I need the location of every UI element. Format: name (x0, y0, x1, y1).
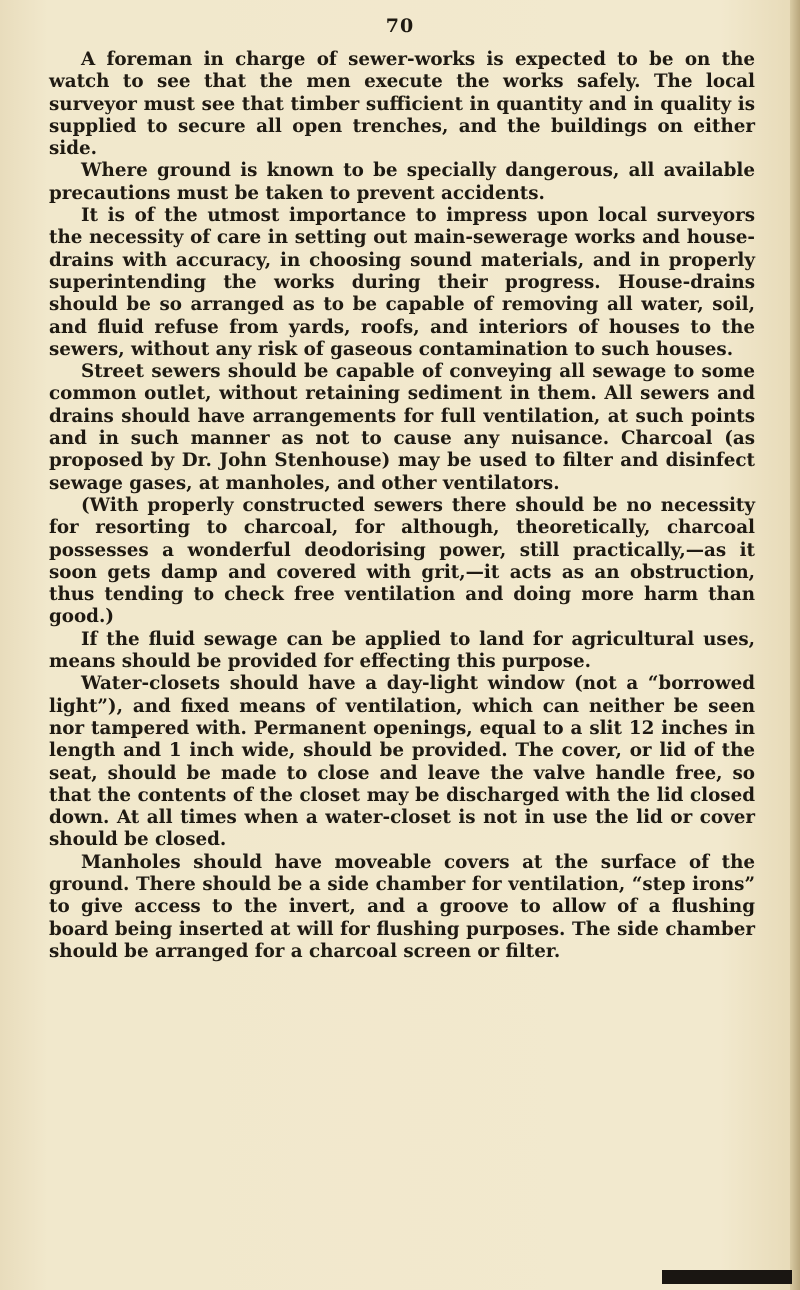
paragraph-surveyors: It is of the utmost importance to impress upon local surveyors the necessity of care in setting out main-sewerage works and house-drains with accuracy, in choosing sound materials, and in properly superintending the works during their progress. House-drains should be so arranged as to be capable of removing all water, soil, and fluid refuse from yards, roofs, and interiors of houses to the sewers, without any risk of gaseous contamination to such houses. (49, 205, 755, 360)
bottom-edge-mark (662, 1270, 792, 1284)
paragraph-water-closets: Water-closets should have a day-light window (not a “borrowed light”), and fixed means of ventilation, which can neither be seen nor tampered with. Permanent openings, equal to a slit 12 inches in length and 1 inch wide, should be provided. The cover, or lid of the seat, should be made to close and leave the valve handle free, so that the contents of the closet may be discharged with the lid closed down. At all times when a water-closet is not in use the lid or cover should be closed. (49, 673, 755, 851)
body-text (49, 49, 755, 963)
paragraph-manholes: Manholes should have moveable covers at the surface of the ground. There should be a side chamber for ventilation, “step irons” to give access to the invert, and a groove to allow of a flushing board being inserted at will for flushing purposes. The side chamber should be arranged for a charcoal screen or filter. (49, 851, 755, 962)
paragraph-foreman: A foreman in charge of sewer-works is expected to be on the watch to see that the men execute the works safely. The local surveyor must see that timber sufficient in quantity and in quality is supplied to secure all open trenches, and the buildings on either side. (49, 49, 755, 160)
page-number: 70 (385, 15, 415, 37)
paragraph-charcoal: (With properly constructed sewers there should be no necessity for resorting to charcoal, for although, theoretically, charcoal possesses a wonderful deodorising power, still practically,—as it soon gets damp and covered with grit,—it acts as an obstruction, thus tending to check free ventilation and doing more harm than good.) (49, 494, 755, 628)
paragraph-dangerous-ground: Where ground is known to be specially dangerous, all available precautions must be taken to prevent accidents. (49, 160, 755, 204)
paragraph-street-sewers: Street sewers should be capable of conveying all sewage to some common outlet, without retaining sediment in them. All sewers and drains should have arrangements for full ventilation, at such points and in such manner as not to cause any nuisance. Charcoal (as proposed by Dr. John Stenhouse) may be used to filter and disinfect sewage gases, at manholes, and other ventilators. (49, 361, 755, 494)
page-edge (790, 0, 800, 1290)
paragraph-fluid-sewage: If the fluid sewage can be applied to land for agricultural uses, means should be provided for effecting this purpose. (49, 628, 755, 673)
